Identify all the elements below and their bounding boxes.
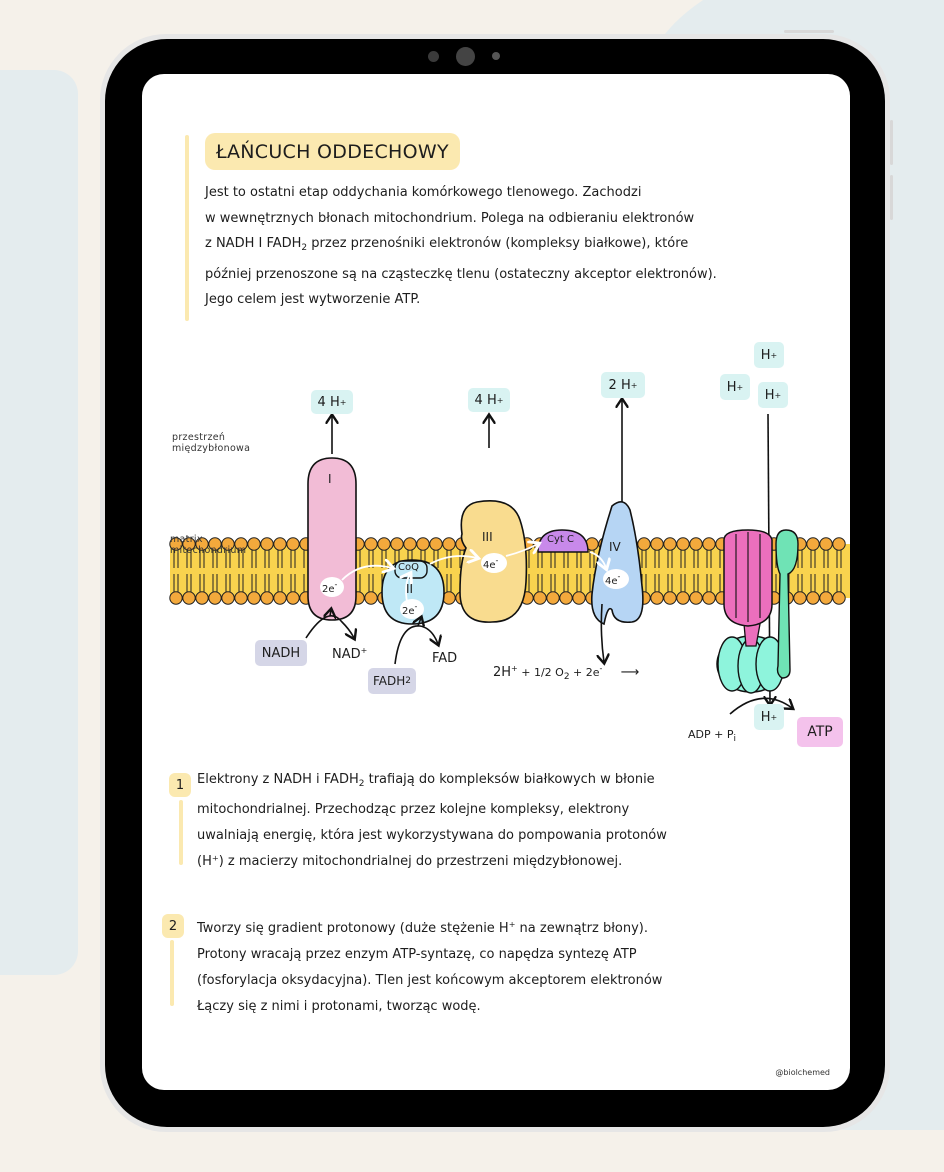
point-1-text: [197, 767, 667, 875]
title-accent-bar: [185, 135, 189, 321]
atp-synthase: [717, 414, 798, 714]
lipid-head: [222, 592, 234, 604]
volume-up-button: [890, 120, 893, 165]
lipid-head: [287, 538, 299, 550]
light-sensor-icon: [492, 52, 500, 60]
lipid-head: [690, 538, 702, 550]
lipid-head: [274, 538, 286, 550]
intro-line: Jest to ostatni etap oddychania komórkowego tlenowego. Zachodzi: [205, 185, 642, 200]
cytc-label: Cyt C: [547, 534, 574, 545]
camera-icon: [456, 47, 475, 66]
coq-label: CoQ: [398, 562, 419, 573]
point-line: mitochondrialnej. Przechodząc przez kolejne kompleksy, elektrony: [197, 802, 630, 817]
lipid-head: [378, 538, 390, 550]
complex-4-label: IV: [609, 540, 621, 554]
fadh2-chip: FADH 2: [368, 668, 416, 694]
proton-chip-matrix: H +: [754, 704, 784, 730]
point-line: Protony wracają przez enzym ATP-syntazę, co napędza syntezę ATP: [197, 947, 637, 962]
complex-3-label: III: [482, 530, 493, 544]
electron-label-4: 4e-: [605, 572, 621, 587]
volume-down-button: [890, 175, 893, 220]
complex-2-label: II: [406, 582, 414, 596]
point-line: Tworzy się gradient protonowy (duże stężenie H+ na zewnątrz błony).: [197, 920, 648, 936]
lipid-head: [287, 592, 299, 604]
page-title-text: ŁAŃCUCH ODDECHOWY: [216, 140, 449, 163]
nadh-to-complex-arrow: [330, 610, 331, 616]
lipid-head: [794, 592, 806, 604]
lipid-head: [651, 538, 663, 550]
sensor-icon: [428, 51, 439, 62]
point-line: uwalniają energię, która jest wykorzystywana do pompowania protonów: [197, 828, 667, 843]
author-handle: @biolchemed: [775, 1068, 830, 1077]
point-1-badge: 1: [169, 773, 191, 797]
lipid-head: [170, 592, 182, 604]
lipid-head: [248, 592, 260, 604]
proton-chip-synthase-1: H +: [754, 342, 784, 368]
nadh-chip: NADH: [255, 640, 307, 666]
intro-line: Jego celem jest wytworzenie ATP.: [205, 292, 421, 307]
point-2-accent-bar: [170, 940, 174, 1006]
fad-label: FAD: [432, 651, 458, 666]
point-2-badge: 2: [162, 914, 184, 938]
lipid-head: [703, 592, 715, 604]
lipid-head: [573, 592, 585, 604]
lipid-head: [443, 538, 455, 550]
lipid-head: [677, 592, 689, 604]
lipid-head: [807, 592, 819, 604]
atp-chip: ATP: [797, 717, 843, 747]
proton-chip-complex-4: 2 H +: [601, 372, 645, 398]
lipid-head: [248, 538, 260, 550]
lipid-head: [274, 592, 286, 604]
lipid-head: [417, 538, 429, 550]
point-2-text: [197, 912, 662, 1020]
electron-transport-diagram: [142, 334, 850, 754]
lipid-head: [560, 592, 572, 604]
intro-paragraph: [205, 180, 845, 313]
lipid-head: [430, 538, 442, 550]
nad-label: NAD+: [332, 646, 368, 662]
lipid-head: [833, 538, 845, 550]
water-reaction: 2H+ + 1/2 $O_2 + 2e^-$ ⟶: [493, 664, 640, 682]
intro-line: później przenoszone są na cząsteczkę tlenu (ostateczny akceptor elektronów).: [205, 266, 717, 282]
lipid-head: [183, 592, 195, 604]
lipid-head: [638, 538, 650, 550]
lipid-head: [365, 538, 377, 550]
lipid-head: [404, 538, 416, 550]
proton-chip-complex-3: 4 H +: [468, 388, 510, 412]
intro-line: w wewnętrznych błonach mitochondrium. Polega na odbieraniu elektronów: [205, 210, 695, 226]
lipid-head: [690, 592, 702, 604]
background-shape-left: [0, 70, 78, 975]
lipid-head: [391, 538, 403, 550]
lipid-head: [235, 592, 247, 604]
lipid-head: [820, 538, 832, 550]
lipid-head: [261, 592, 273, 604]
complex-1-label: I: [328, 472, 332, 486]
lipid-head: [677, 538, 689, 550]
lipid-head: [261, 538, 273, 550]
lipid-head: [365, 592, 377, 604]
lipid-head: [209, 592, 221, 604]
electron-label-3: 4e-: [483, 556, 499, 571]
intermembrane-label: przestrzeń międzybłonowa: [172, 432, 251, 454]
electron-label-1: 2e-: [322, 580, 338, 595]
proton-chip-complex-1: 4 H +: [311, 390, 353, 414]
lipid-head: [833, 592, 845, 604]
lipid-head: [196, 592, 208, 604]
proton-chip-synthase-2: H +: [720, 374, 750, 400]
complex-4-shape: [592, 502, 643, 624]
adp-label: ADP + $P_i$: [688, 728, 736, 744]
point-line: Łączy się z nimi i protonami, tworząc wodę.: [197, 999, 481, 1014]
tablet-screen: [142, 74, 850, 1090]
point-1-accent-bar: [179, 800, 183, 865]
lipid-head: [664, 592, 676, 604]
top-button: [784, 30, 834, 33]
proton-chip-synthase-3: H +: [758, 382, 788, 408]
matrix-label: matrix mitochondrium: [170, 534, 247, 556]
point-line: (H⁺) z macierzy mitochondrialnej do przestrzeni międzybłonowej.: [197, 854, 623, 869]
page-title: [205, 133, 460, 170]
lipid-head: [651, 592, 663, 604]
lipid-head: [820, 592, 832, 604]
intro-line: z NADH I $FADH_2$ przez przenośniki elektronów (kompleksy białkowe), które: [205, 236, 689, 253]
lipid-head: [703, 538, 715, 550]
electron-label-2: 2e-: [402, 602, 418, 617]
point-line: Elektrony z NADH i $FADH_2$ trafiają do kompleksów białkowych w błonie: [197, 772, 655, 789]
lipid-head: [534, 592, 546, 604]
point-line: (fosforylacja oksydacyjna). Tlen jest końcowym akceptorem elektronów: [197, 973, 663, 988]
lipid-head: [664, 538, 676, 550]
lipid-head: [547, 592, 559, 604]
lipid-head: [807, 538, 819, 550]
